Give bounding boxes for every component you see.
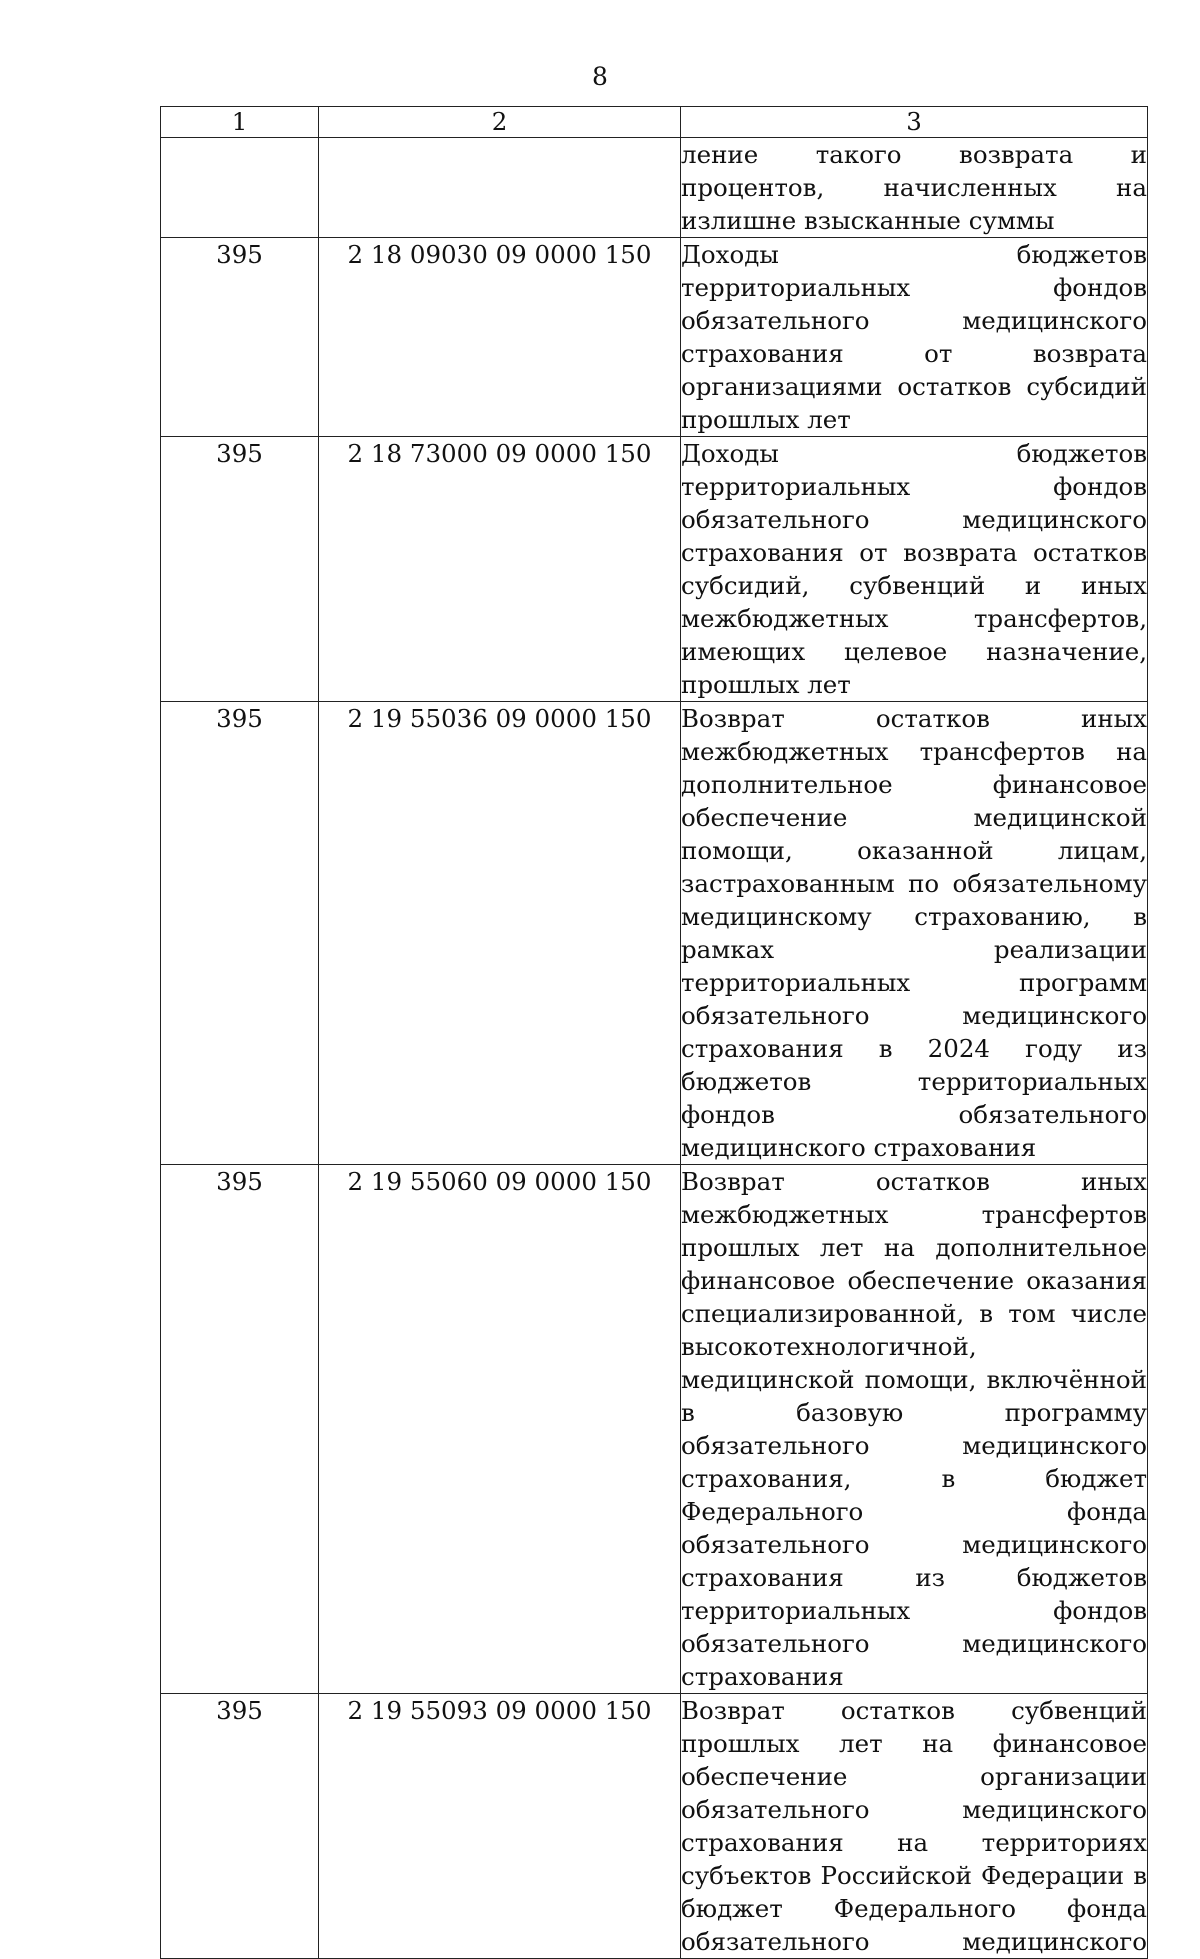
header-row	[161, 107, 1148, 138]
budget-code-cell: 2 19 55093 09 0000 150	[319, 1694, 681, 1959]
admin-code-cell: 395	[161, 702, 319, 1165]
table-row	[161, 702, 1148, 1165]
admin-code-cell: 395	[161, 437, 319, 702]
table-row	[161, 1165, 1148, 1694]
admin-code-cell: 395	[161, 1694, 319, 1959]
page-number: 8	[592, 62, 608, 91]
table-body	[161, 138, 1148, 1959]
header-col-2: 2	[319, 107, 681, 138]
description-cell: Возврат остатков субвенций прошлых лет на финансовое обеспечение организации обязательного медицинского страхования на территориях субъектов Российской Федерации в бюджет Федерального фонда обязательного медицинского	[681, 1694, 1148, 1959]
budget-classification-table	[160, 106, 1148, 1959]
table-row	[161, 138, 1148, 238]
description-cell: Доходы бюджетов территориальных фондов обязательного медицинского страхования от возврата организациями остатков субсидий прошлых лет	[681, 238, 1148, 437]
table-header	[161, 107, 1148, 138]
table-row	[161, 437, 1148, 702]
description-cell: Возврат остатков иных межбюджетных трансфертов на дополнительное финансовое обеспечение медицинской помощи, оказанной лицам, застрахованным по обязательному медицинскому страхованию, в рамках реализации территориальных программ обязательного медицинского страхования в 2024 году из бюджетов территориальных фондов обязательного медицинского страхования	[681, 702, 1148, 1165]
budget-code-cell: 2 18 73000 09 0000 150	[319, 437, 681, 702]
description-cell: ление такого возврата и процентов, начисленных на излишне взысканные суммы	[681, 138, 1148, 238]
budget-code-cell: 2 19 55060 09 0000 150	[319, 1165, 681, 1694]
description-cell: Доходы бюджетов территориальных фондов обязательного медицинского страхования от возврата остатков субсидий, субвенций и иных межбюджетных трансфертов, имеющих целевое назначение, прошлых лет	[681, 437, 1148, 702]
admin-code-cell: 395	[161, 1165, 319, 1694]
budget-code-cell	[319, 138, 681, 238]
budget-code-cell: 2 18 09030 09 0000 150	[319, 238, 681, 437]
table-row	[161, 1694, 1148, 1959]
admin-code-cell: 395	[161, 238, 319, 437]
admin-code-cell	[161, 138, 319, 238]
header-col-3: 3	[681, 107, 1148, 138]
header-col-1: 1	[161, 107, 319, 138]
table-row	[161, 238, 1148, 437]
budget-code-cell: 2 19 55036 09 0000 150	[319, 702, 681, 1165]
description-cell: Возврат остатков иных межбюджетных трансфертов прошлых лет на дополнительное финансовое обеспечение оказания специализированной, в том числе высокотехнологичной, медицинской помощи, включённой в базовую программу обязательного медицинского страхования, в бюджет Федерального фонда обязательного медицинского страхования из бюджетов территориальных фондов обязательного медицинского страхования	[681, 1165, 1148, 1694]
